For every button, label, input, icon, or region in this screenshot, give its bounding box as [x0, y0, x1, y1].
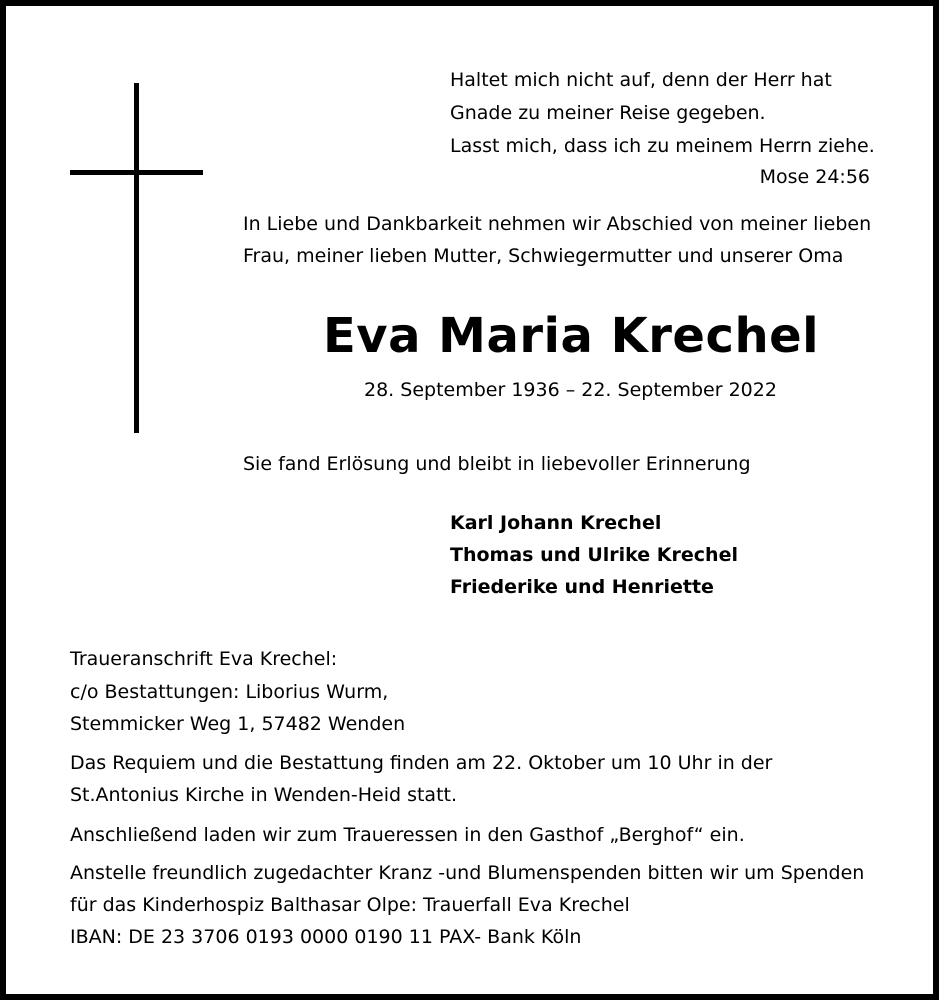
cross-icon	[134, 83, 139, 433]
cross-icon-bar	[70, 170, 203, 175]
intro-line: Frau, meiner lieben Mutter, Schwiegermutter und unserer Oma	[243, 245, 844, 267]
meal-line: Anschließend laden wir zum Traueressen in den Gasthof „Berghof“ ein.	[70, 824, 745, 846]
life-dates: 28. September 1936 – 22. September 2022	[364, 379, 777, 401]
quote-line: Lasst mich, dass ich zu meinem Herrn ziehe.	[450, 135, 875, 157]
service-line: St.Antonius Kirche in Wenden-Heid statt.	[70, 784, 458, 806]
service-line: Das Requiem und die Bestattung finden am 22. Oktober um 10 Uhr in der	[70, 752, 773, 774]
iban-line: IBAN: DE 23 3706 0193 0000 0190 11 PAX- Bank Köln	[70, 926, 582, 948]
address-line: c/o Bestattungen: Liborius Wurm,	[70, 681, 389, 703]
address-line: Traueranschrift Eva Krechel:	[70, 648, 338, 670]
mourner-name: Karl Johann Krechel	[450, 512, 662, 534]
address-line: Stemmicker Weg 1, 57482 Wenden	[70, 713, 406, 735]
donation-line: für das Kinderhospiz Balthasar Olpe: Trauerfall Eva Krechel	[70, 894, 630, 916]
quote-line: Haltet mich nicht auf, denn der Herr hat	[450, 69, 832, 91]
mourner-name: Thomas und Ulrike Krechel	[450, 544, 738, 566]
mourner-name: Friederike und Henriette	[450, 576, 714, 598]
donation-line: Anstelle freundlich zugedachter Kranz -und Blumenspenden bitten wir um Spenden	[70, 862, 865, 884]
quote-reference: Mose 24:56	[759, 166, 870, 188]
quote-line: Gnade zu meiner Reise gegeben.	[450, 102, 766, 124]
intro-line: In Liebe und Dankbarkeit nehmen wir Abschied von meiner lieben	[243, 213, 872, 235]
deceased-name: Eva Maria Krechel	[323, 308, 820, 364]
remembrance-line: Sie fand Erlösung und bleibt in liebevoller Erinnerung	[243, 453, 751, 475]
